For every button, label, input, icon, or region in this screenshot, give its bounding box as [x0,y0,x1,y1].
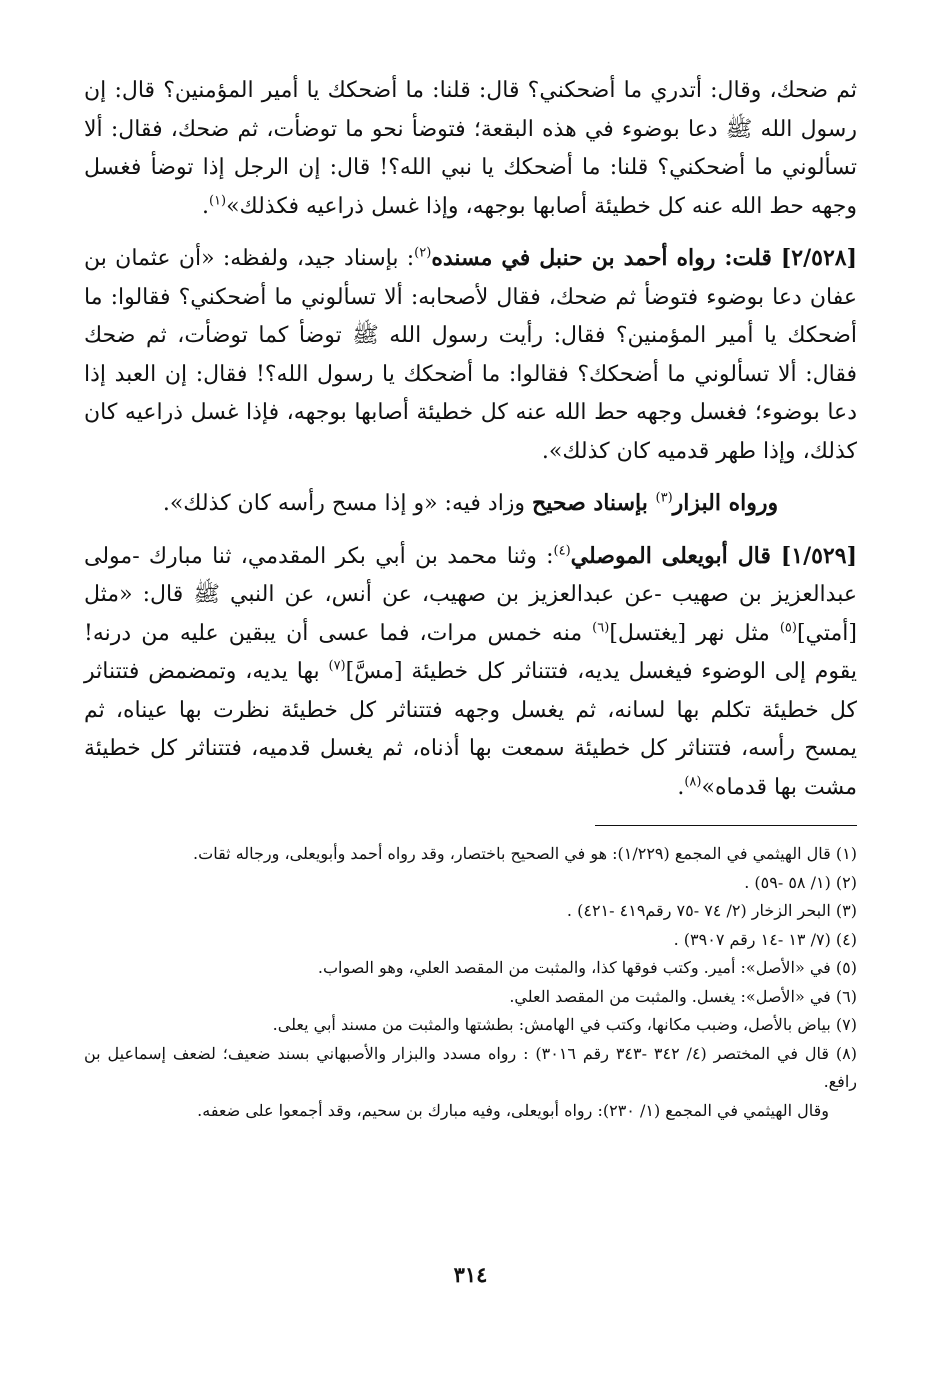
footnote-5: (٥) في «الأصل»: أمير. وكتب فوقها كذا، والمثبت من المقصد العلي، وهو الصواب. [317,958,857,977]
paragraph-text: منه خمس مرات، فما عسى أن يبقين عليه من درنه! يقوم إلى الوضوء فيغسل يديه، فتتناثر كل خطيئة [مسَّ] [84,620,857,684]
footnote-ref[interactable]: (٣) [655,490,673,506]
grading-text: بإسناد صحيح [532,490,656,516]
footnote-8: (٨) قال في المختصر (٤/ ٣٤٢ -٣٤٣ رقم ٣٠١٦) : رواه مسدد والبزار والأصبهاني بسند ضعيف؛ لضعف إسماعيل بن رافع. [84,1043,857,1091]
paragraph-text: : بإسناد جيد، ولفظه: «أن عثمان بن عفان دعا بوضوء فتوضأ ثم ضحك، فقال لأصحابه: ألا تسألوني ما أضحكني؟ فقالوا: ما أضحكك يا أمير المؤمنين؟ فقال: رأيت رسول الله ﷺ توضأ كما توضأت، ثم ضحك فقال: ألا تسألوني ما أضحكك؟ فقالوا: ما أضحكك يا رسول الله؟! فقال: إن العبد إذا دعا بوضوء؛ فغسل وجهه حط الله عنه كل خطيئة أصابها بوجهه، فإذا غسل ذراعيه كان كذلك، وإذا طهر قدميه كان كذلك». [84,246,857,464]
paragraph-end: . [201,193,209,219]
footnote-7: (٧) بياض بالأصل، وضبب مكانها، وكتب في الهامش: بطشتها والمثبت من مسند أبي يعلى. [272,1015,857,1034]
paragraph-529 [84,537,857,808]
footnote-separator [595,825,857,826]
paragraph-text: وزاد فيه: «و إذا مسح رأسه كان كذلك». [162,491,533,516]
page-number: ٣١٤ [453,1262,488,1287]
footnote-ref[interactable]: (٢) [414,245,432,261]
footnotes [84,840,857,1125]
footnote-1: (١) قال الهيثمي في المجمع (١/٢٢٩): هو في الصحيح باختصار، وقد رواه أحمد وأبويعلى، ورجاله ثقات. [193,844,857,863]
paragraph-end: . [677,774,685,800]
footnote-ref[interactable]: (٥) [779,620,797,636]
footnote-ref[interactable]: (٨) [684,774,702,790]
paragraph-text: بها يديه، وتمضمض فتتناثر كل خطيئة تكلم بها لسانه، ثم يغسل وجهه فتتناثر كل خطيئة نظرت بها عيناه، ثم يمسح رأسه، فتتناثر كل خطيئة سمعت بها أذناه، ثم يغسل قدميه، فتتناثر كل خطيئة مشت بها قدماه» [84,659,858,800]
section-heading: [١/٥٢٩] قال أبويعلى الموصلي [570,542,857,569]
paragraph-bazzar [84,484,857,524]
footnote-ref[interactable]: (١) [208,193,227,209]
section-heading: [٢/٥٢٨] قلت: رواه أحمد بن حنبل في مسنده [431,245,858,271]
footnote-4: (٤) (٧/ ١٣ -١٤ رقم ٣٩٠٧) . [673,929,857,949]
paragraph-528 [84,239,857,471]
footnote-ref[interactable]: (٦) [592,620,610,636]
footnote-8-continuation: وقال الهيثمي في المجمع (١/ ٢٣٠): رواه أبويعلى، وفيه مبارك بن سحيم، وقد أجمعوا على ضعفه. [197,1100,829,1120]
footnote-ref[interactable]: (٧) [328,658,346,674]
footnote-2: (٢) (١/ ٥٨ -٥٩) . [744,872,857,892]
footnote-3: (٣) البحر الزخار (٢/ ٧٤ -٧٥ رقم٤١٩ -٤٢١) . [566,901,857,920]
paragraph-hadith-continuation [84,72,857,226]
paragraph-text: ثم ضحك، وقال: أتدري ما أضحكني؟ قال: قلنا: ما أضحكك يا أمير المؤمنين؟ قال: إن رسول الله ﷺ دعا بوضوء في هذه البقعة؛ فتوضأ نحو ما توضأت، ثم ضحك، فقال: ألا تسألوني ما أضحكني؟ قلنا: ما أضحكك يا نبي الله؟! قال: إن الرجل إذا توضأ فغسل وجهه حط الله عنه كل خطيئة أصابها بوجهه، وإذا غسل ذراعيه فكذلك» [84,78,857,219]
source-name: ورواه البزار [672,490,779,516]
footnote-6: (٦) في «الأصل»: يغسل. والمثبت من المقصد العلي. [509,986,857,1006]
paragraph-text: مثل نهر [يغتسل] [609,620,780,646]
footnote-ref[interactable]: (٤) [553,543,571,559]
paragraph-text: : وثنا محمد بن أبي بكر المقدمي، ثنا مبارك -مولى عبدالعزيز بن صهيب -عن عبدالعزيز بن صهيب، عن أنس، عن النبي ﷺ قال: «مثل [أمتي] [84,543,857,646]
